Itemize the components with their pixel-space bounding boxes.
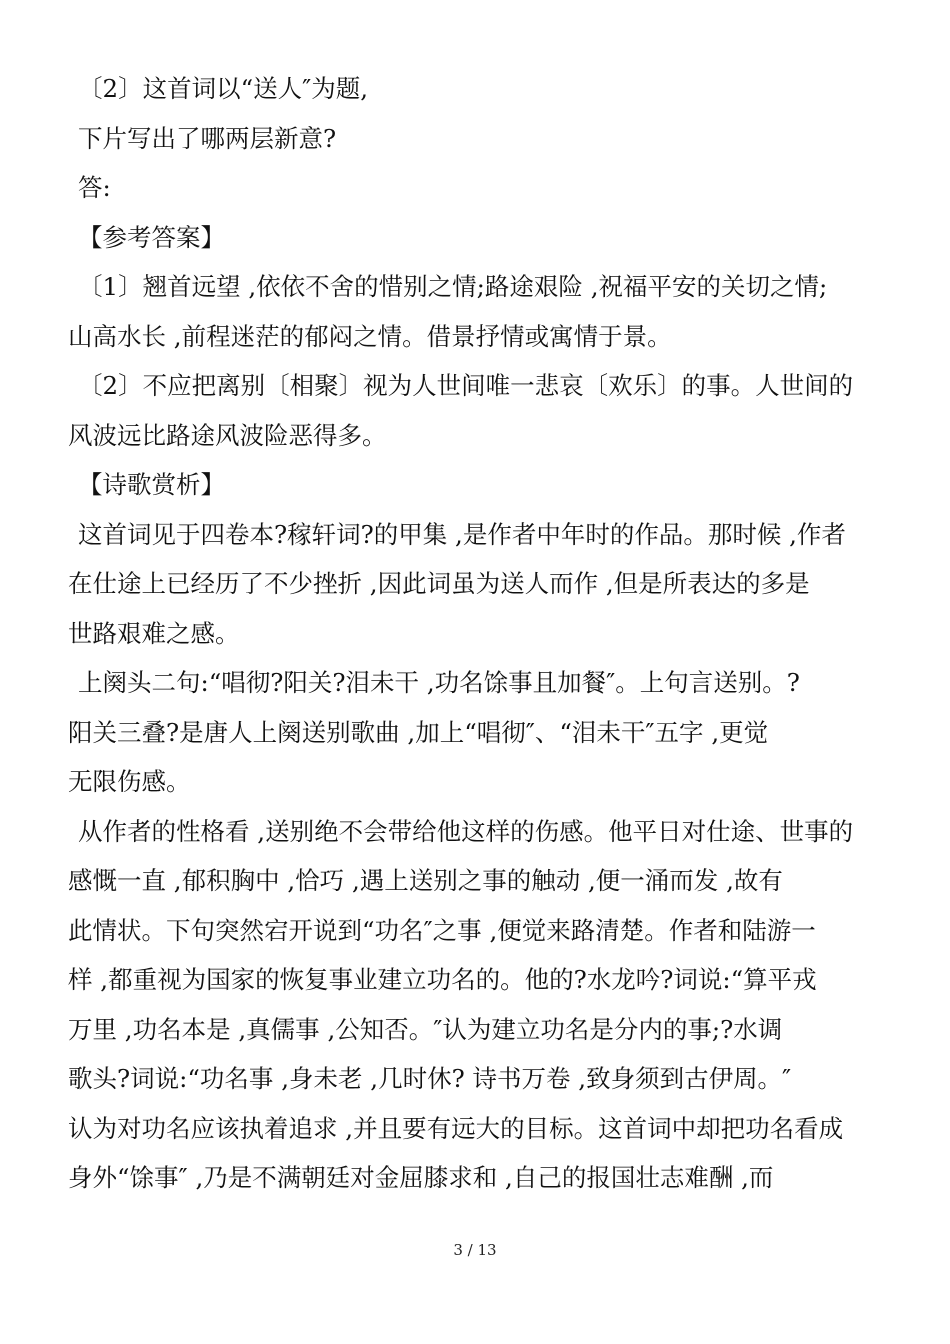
text-line: 认为对功名应该执着追求 ,并且要有远大的目标。这首词中却把功名看成 — [68, 1113, 844, 1143]
text-line: 样 ,都重视为国家的恢复事业建立功名的。他的?水龙吟?词说:“算平戎 — [68, 965, 817, 994]
text-line: 身外“馀事″ ,乃是不满朝廷对金屈膝求和 ,自己的报国壮志难酬 ,而 — [68, 1163, 774, 1192]
document-body — [68, 64, 884, 1203]
text-line: 风波远比路途风波险恶得多。 — [68, 420, 387, 450]
text-line: 〔2〕这首词以“送人″为题, — [78, 74, 369, 103]
text-line: 〔1〕翘首远望 ,依依不舍的惜别之情;路途艰险 ,祝福平安的关切之情; — [78, 272, 828, 301]
text-line: 万里 ,功名本是 ,真儒事 ,公知否。″认为建立功名是分内的事;?水调 — [68, 1014, 783, 1044]
text-line: 此情状。下句突然宕开说到“功名″之事 ,便觉来路清楚。作者和陆游一 — [68, 915, 816, 945]
text-line: 下片写出了哪两层新意? — [78, 123, 337, 153]
text-line: 【诗歌赏析】 — [78, 470, 225, 499]
text-line: 【参考答案】 — [78, 222, 225, 252]
text-line: 这首词见于四卷本?稼轩词?的甲集 ,是作者中年时的作品。那时候 ,作者 — [78, 519, 846, 549]
text-line: 无限伤感。 — [68, 767, 191, 796]
page-number: 3 / 13 — [453, 1241, 497, 1259]
text-line: 在仕途上已经历了不少挫折 ,因此词虽为送人而作 ,但是所表达的多是 — [68, 569, 810, 598]
text-line: 〔2〕不应把离别〔相聚〕视为人世间唯一悲哀〔欢乐〕的事。人世间的 — [78, 371, 854, 400]
text-line: 感慨一直 ,郁积胸中 ,恰巧 ,遇上送别之事的触动 ,便一涌而发 ,故有 — [68, 866, 783, 895]
text-line: 答: — [78, 173, 111, 202]
text-line: 上阕头二句:“唱彻?阳关?泪未干 ,功名馀事且加餐″。上句言送别。? — [78, 668, 800, 697]
text-line: 从作者的性格看 ,送别绝不会带给他这样的伤感。他平日对仕途、世事的 — [78, 816, 854, 846]
text-line: 阳关三叠?是唐人上阕送别歌曲 ,加上“唱彻″、“泪未干″五字 ,更觉 — [68, 717, 769, 747]
text-line: 山高水长 ,前程迷茫的郁闷之情。借景抒情或寓情于景。 — [68, 321, 672, 351]
text-line: 歌头?词说:“功名事 ,身未老 ,几时休? 诗书万卷 ,致身须到古伊周。″ — [68, 1064, 792, 1093]
text-line: 世路艰难之感。 — [68, 618, 240, 648]
